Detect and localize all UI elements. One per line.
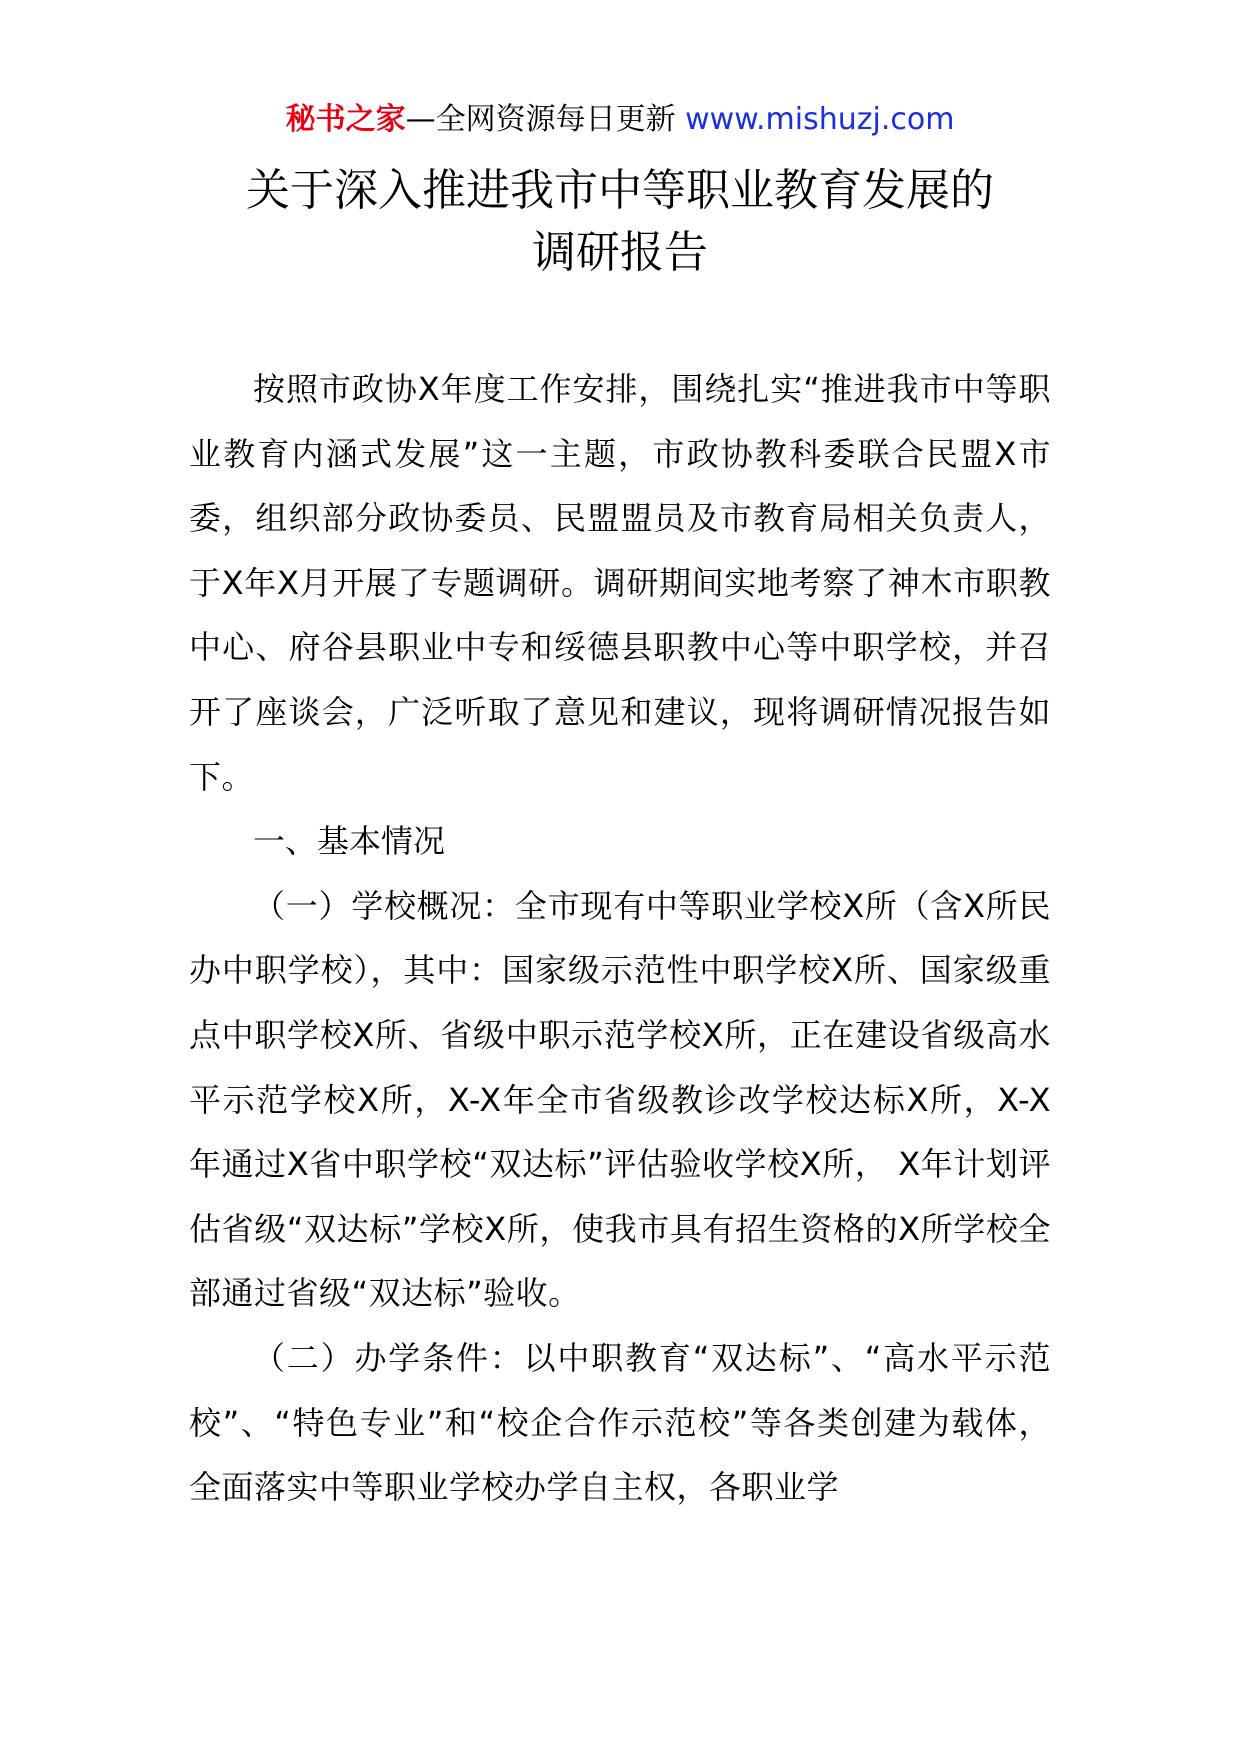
- intro-paragraph: 按照市政协X年度工作安排，围绕扎实“推进我市中等职业教育内涵式发展”这一主题，市政协教科委联合民盟X市委，组织部分政协委员、民盟盟员及市教育局相关负责人，于X年X月开展了专题调研。调研期间实地考察了神木市职教中心、府谷县职业中专和绥德县职教中心等中职学校，并召开了座谈会，广泛听取了意见和建议，现将调研情况报告如下。: [189, 370, 1051, 796]
- title-line-1: 关于深入推进我市中等职业教育发展的: [246, 165, 994, 216]
- title-line-2: 调研报告: [532, 227, 708, 278]
- document-body: [189, 357, 1051, 1520]
- site-url-link[interactable]: www.mishuzj.com: [685, 102, 955, 137]
- section-heading: 一、基本情况: [253, 822, 446, 861]
- school-conditions-paragraph: （二）办学条件：以中职教育“双达标”、“高水平示范校”、“特色专业”和“校企合作示范校”等各类创建为载体，全面落实中等职业学校办学自主权，各职业学: [189, 1338, 1051, 1507]
- site-name: 秘书之家: [285, 102, 406, 137]
- site-slogan: —全网资源每日更新: [405, 102, 676, 137]
- site-banner: [0, 100, 1240, 140]
- school-overview-paragraph: （一）学校概况：全市现有中等职业学校X所（含X所民办中职学校），其中：国家级示范性中职学校X所、国家级重点中职学校X所、省级中职示范学校X所，正在建设省级高水平示范学校X所，X-X年全市省级教诊改学校达标X所，X-X年通过X省中职学校“双达标”评估验收学校X所， X年计划评估省级“双达标”学校X所，使我市具有招生资格的X所学校全部通过省级“双达标”验收。: [189, 886, 1051, 1313]
- document-title: [0, 160, 1240, 284]
